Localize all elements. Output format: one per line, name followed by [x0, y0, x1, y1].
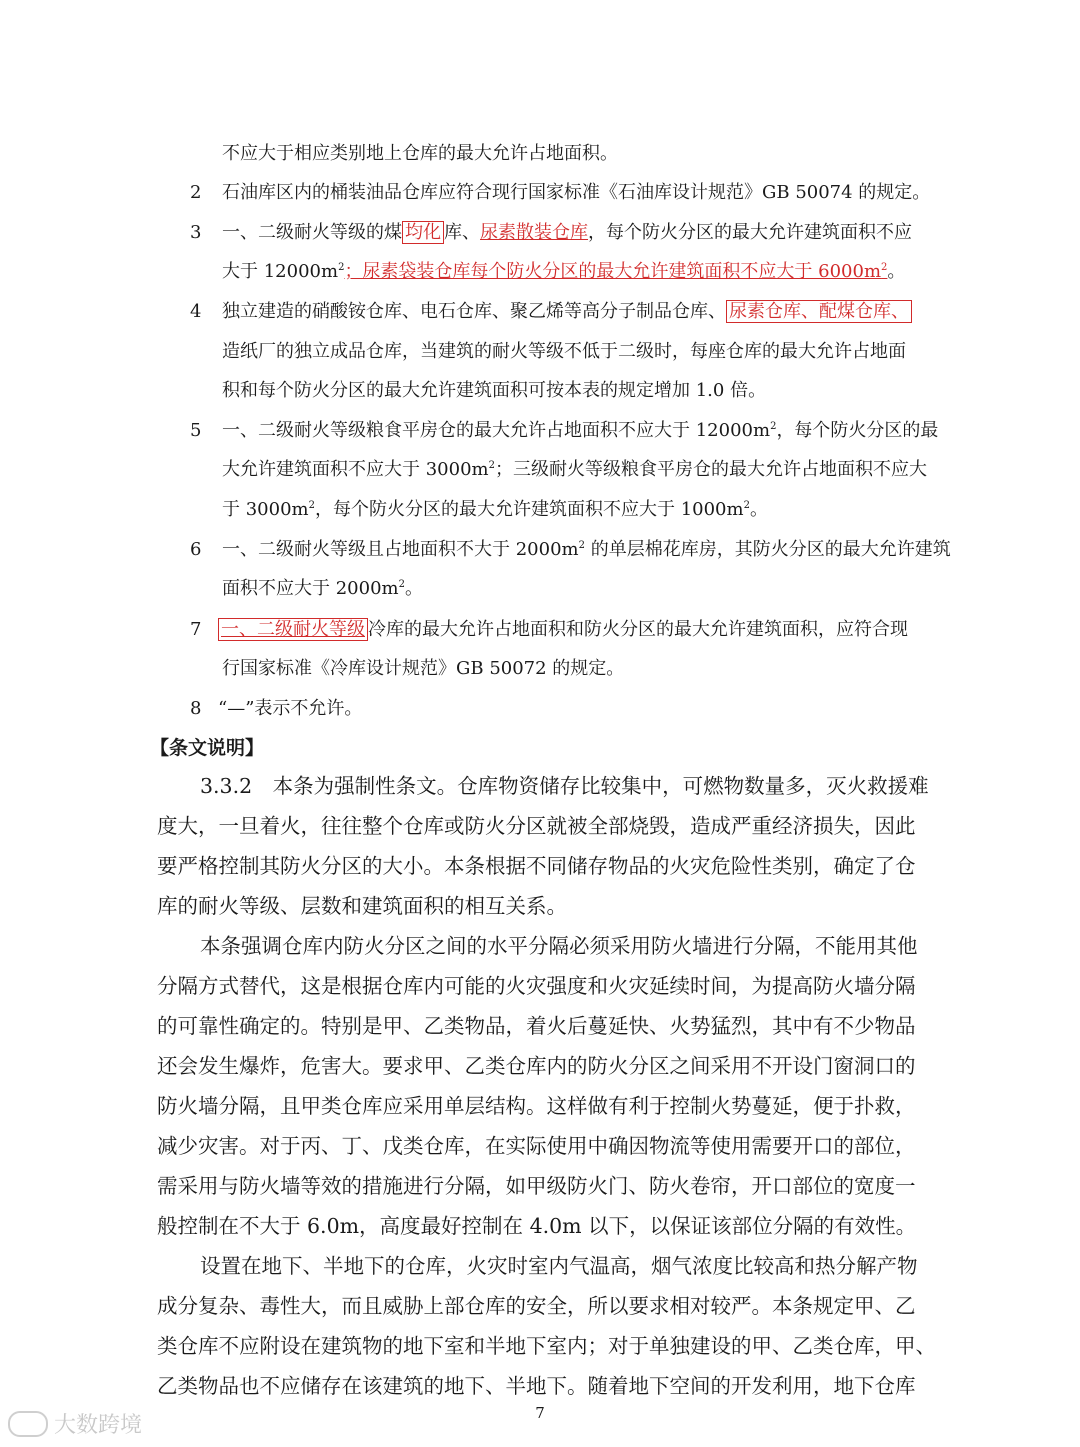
explanation-p3-line-2: 成分复杂、毒性大，而且威胁上部仓库的安全，所以要求相对较严。本条规定甲、乙	[157, 1294, 916, 1318]
note-3-number: 3	[190, 222, 202, 243]
watermark-logo-icon	[8, 1411, 48, 1437]
explanation-p2-line-5: 防火墙分隔，且甲类仓库应采用单层结构。这样做有利于控制火势蔓延，便于扑救，	[157, 1094, 916, 1118]
explanation-p3-line-1: 设置在地下、半地下的仓库，火灾时室内气温高，烟气浓度比较高和热分解产物	[200, 1254, 918, 1278]
explanation-p1-line-4: 库的耐火等级、层数和建筑面积的相互关系。	[157, 894, 567, 918]
explanation-p3-line-3: 类仓库不应附设在建筑物的地下室和半地下室内；对于单独建设的甲、乙类仓库，甲、	[157, 1334, 936, 1358]
note-6-line-1: 一、二级耐火等级且占地面积不大于 $2000m^2$ 的单层棉花库房，其防火分区的最大允许建筑	[222, 539, 951, 560]
highlight-urea-bagged: ；尿素袋装仓库每个防火分区的最大允许建筑面积不应大于 $6000m^2$	[344, 261, 888, 282]
explanation-p2-line-7: 需采用与防火墙等效的措施进行分隔，如甲级防火门、防火卷帘，开口部位的宽度一	[157, 1174, 916, 1198]
note-7-line-1: 一、二级耐火等级 冷库的最大允许占地面积和防火分区的最大允许建筑面积，应符合现	[218, 617, 908, 643]
note-2-text: 石油库区内的桶装油品仓库应符合现行国家标准《石油库设计规范》GB 50074 的规定。	[222, 182, 931, 203]
explanation-p2-line-1: 本条强调仓库内防火分区之间的水平分隔必须采用防火墙进行分隔，不能用其他	[200, 934, 918, 958]
note-7-line-2: 行国家标准《冷库设计规范》GB 50072 的规定。	[222, 658, 625, 679]
highlight-box-junhua: 均化	[402, 221, 444, 244]
explanation-p3-line-4: 乙类物品也不应储存在该建筑的地下、半地下。随着地下空间的开发利用，地下仓库	[157, 1374, 916, 1398]
note-8-number: 8	[190, 698, 202, 719]
note-continuation: 不应大于相应类别地上仓库的最大允许占地面积。	[222, 143, 618, 164]
note-5-line-3: 于 $3000m^2$，每个防火分区的最大允许建筑面积不应大于 $1000m^2$。	[222, 499, 768, 520]
highlight-urea-bulk: 尿素散装仓库	[480, 222, 588, 243]
explanation-heading: 【条文说明】	[150, 737, 265, 759]
explanation-p2-line-8: 般控制在不大于 6.0m，高度最好控制在 4.0m 以下，以保证该部位分隔的有效性。	[157, 1214, 917, 1238]
note-4-number: 4	[190, 301, 202, 322]
note-2-number: 2	[190, 182, 202, 203]
highlight-box-fire-grade: 一、二级耐火等级	[218, 618, 368, 641]
note-4-line-2: 造纸厂的独立成品仓库，当建筑的耐火等级不低于二级时，每座仓库的最大允许占地面	[222, 341, 906, 362]
note-3-line-2: 大于 $12000m^2$；尿素袋装仓库每个防火分区的最大允许建筑面积不应大于 $6000m^2$。	[222, 261, 906, 282]
note-5-line-1: 一、二级耐火等级粮食平房仓的最大允许占地面积不应大于 $12000m^2$，每个防火分区的最	[222, 420, 939, 441]
note-5-number: 5	[190, 420, 202, 441]
note-5-line-2: 大允许建筑面积不应大于 $3000m^2$；三级耐火等级粮食平房仓的最大允许占地面积不应大	[222, 459, 927, 480]
note-4-line-3: 积和每个防火分区的最大允许建筑面积可按本表的规定增加 1.0 倍。	[222, 380, 767, 401]
note-3-line-1: 一、二级耐火等级的煤 均化 库、尿素散装仓库，每个防火分区的最大允许建筑面积不应	[222, 222, 912, 243]
explanation-p2-line-6: 减少灾害。对于丙、丁、戊类仓库，在实际使用中确因物流等使用需要开口的部位，	[157, 1134, 916, 1158]
explanation-p1-line-1: 3.3.2 本条为强制性条文。仓库物资储存比较集中，可燃物数量多，灭火救援难	[200, 774, 929, 798]
explanation-p2-line-2: 分隔方式替代，这是根据仓库内可能的火灾强度和火灾延续时间，为提高防火墙分隔	[157, 974, 916, 998]
watermark	[8, 1408, 142, 1439]
highlight-box-urea-coal: 尿素仓库、配煤仓库、	[726, 300, 912, 323]
page-number: 7	[535, 1404, 545, 1422]
explanation-p1-line-2: 度大，一旦着火，往往整个仓库或防火分区就被全部烧毁，造成严重经济损失，因此	[157, 814, 916, 838]
explanation-p2-line-3: 的可靠性确定的。特别是甲、乙类物品，着火后蔓延快、火势猛烈，其中有不少物品	[157, 1014, 916, 1038]
note-7-number: 7	[190, 619, 202, 640]
note-6-number: 6	[190, 539, 202, 560]
watermark-text: 大数跨境	[54, 1413, 143, 1438]
explanation-p2-line-4: 还会发生爆炸，危害大。要求甲、乙类仓库内的防火分区之间采用不开设门窗洞口的	[157, 1054, 916, 1078]
explanation-p1-line-3: 要严格控制其防火分区的大小。本条根据不同储存物品的火灾危险性类别，确定了仓	[157, 854, 916, 878]
note-4-line-1: 独立建造的硝酸铵仓库、电石仓库、聚乙烯等高分子制品仓库、 尿素仓库、配煤仓库、	[222, 299, 912, 325]
note-8-text: “—”表示不允许。	[218, 698, 363, 719]
note-6-line-2: 面积不应大于 $2000m^2$。	[222, 578, 423, 599]
